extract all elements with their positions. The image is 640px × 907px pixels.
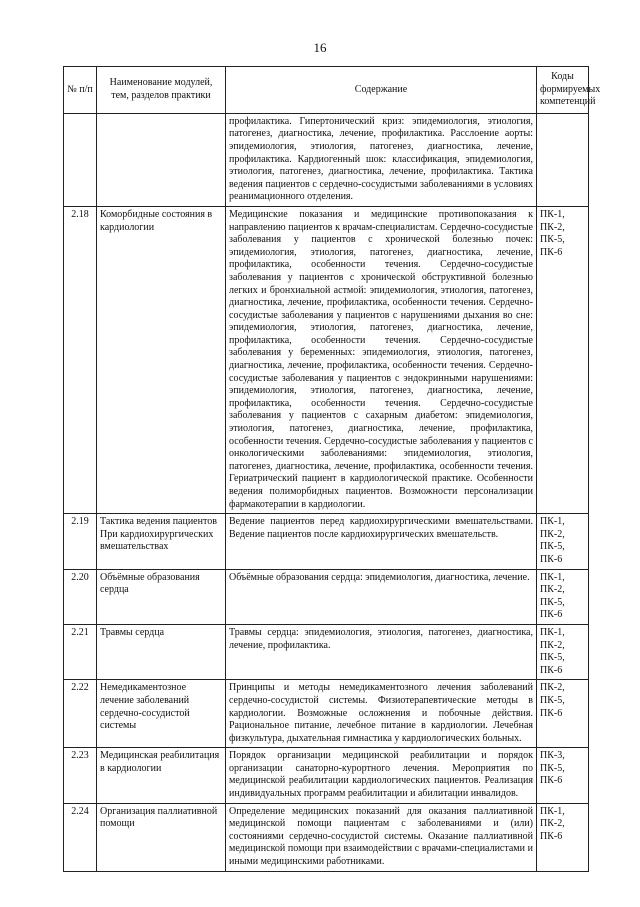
header-codes: Коды формируемых компетенций: [537, 67, 589, 114]
row-content: Объёмные образования сердца: эпидемиология, диагностика, лечение.: [226, 569, 537, 624]
row-name: Немедикаментозное лечение заболеваний сердечно-сосудистой системы: [97, 680, 226, 748]
row-codes: ПК-1, ПК-2, ПК-5, ПК-6: [537, 206, 589, 513]
table-row: [64, 803, 589, 871]
table-header-row: [64, 67, 589, 114]
row-content: Ведение пациентов перед кардиохирургическими вмешательствами. Ведение пациентов после кардиохирургических вмешательств.: [226, 514, 537, 569]
row-num: 2.19: [64, 514, 97, 569]
row-codes: ПК-2, ПК-5, ПК-6: [537, 680, 589, 748]
row-num: [64, 113, 97, 206]
row-content: Порядок организации медицинской реабилитации и порядок организации санаторно-курортного лечения. Мероприятия по медицинской реабилитации кардиологических пациентов. Реализация индивидуальных программ реабилитации и абилитации инвалидов.: [226, 748, 537, 803]
row-codes: ПК-1, ПК-2, ПК-6: [537, 803, 589, 871]
table-row: [64, 569, 589, 624]
row-name: Травмы сердца: [97, 624, 226, 679]
row-name: [97, 113, 226, 206]
row-name: Тактика ведения пациентов При кардиохирургических вмешательствах: [97, 514, 226, 569]
row-codes: ПК-1, ПК-2, ПК-5, ПК-6: [537, 569, 589, 624]
row-content: Принципы и методы немедикаментозного лечения заболеваний сердечно-сосудистой системы. Физиотерапевтические методы в кардиологии. Возможные осложнения и побочные действия. Рациональное питание, лечебное питание в кардиологии. Лечебная физкультура, дыхательная гимнастика у кардиологических больных.: [226, 680, 537, 748]
header-content: Содержание: [226, 67, 537, 114]
table-row: [64, 514, 589, 569]
curriculum-table: [63, 66, 601, 872]
row-content: профилактика. Гипертонический криз: эпидемиология, этиология, патогенез, диагностика, лечение, профилактика. Расслоение аорты: эпидемиология, этиология, патогенез, диагностика, лечение, профилактика. Кардиогенный шок: классификация, эпидемиология, этиология, патогенез, диагностика, лечение, профилактика. Тактика ведения пациентов с сердечно-сосудистыми заболеваниями в условиях реанимационного отделения.: [226, 113, 537, 206]
table-row: [64, 680, 589, 748]
table-row: [64, 113, 589, 206]
header-name: Наименование модулей, тем, разделов практики: [97, 67, 226, 114]
row-name: Коморбидные состояния в кардиологии: [97, 206, 226, 513]
header-num: № п/п: [64, 67, 97, 114]
row-codes: ПК-1, ПК-2, ПК-5, ПК-6: [537, 624, 589, 679]
row-codes: ПК-3, ПК-5, ПК-6: [537, 748, 589, 803]
row-num: 2.22: [64, 680, 97, 748]
table-row: [64, 206, 589, 513]
table-row: [64, 748, 589, 803]
row-num: 2.23: [64, 748, 97, 803]
row-name: Организация паллиативной помощи: [97, 803, 226, 871]
row-num: 2.20: [64, 569, 97, 624]
row-content: Травмы сердца: эпидемиология, этиология, патогенез, диагностика, лечение, профилактика.: [226, 624, 537, 679]
row-content: Определение медицинских показаний для оказания паллиативной медицинской помощи пациентам с заболеваниями и (или) состояниями сердечно-сосудистой системы. Оказание паллиативной медицинской помощи при взаимодействии с врачами-специалистами и иными медицинскими работниками.: [226, 803, 537, 871]
row-num: 2.18: [64, 206, 97, 513]
row-name: Медицинская реабилитация в кардиологии: [97, 748, 226, 803]
row-num: 2.21: [64, 624, 97, 679]
row-num: 2.24: [64, 803, 97, 871]
row-codes: ПК-1, ПК-2, ПК-5, ПК-6: [537, 514, 589, 569]
row-name: Объёмные образования сердца: [97, 569, 226, 624]
row-content: Медицинские показания и медицинские противопоказания к направлению пациентов к врачам-специалистам. Сердечно-сосудистые заболевания у пациентов с хронической болезнью почек: эпидемиология, этиология, патогенез, диагностика, лечение, профилактика, особенности течения. Сердечно-сосудистые заболевания у пациентов с хронической обструктивной болезнью легких и бронхиальной астмой: эпидемиология, этиология, патогенез, диагностика, лечение, профилактика, особенности течения. Сердечно-сосудистые заболевания у пациентов с нарушениями дыхания во сне: эпидемиология, этиология, патогенез, диагностика, лечение, профилактика, особенности течения. Сердечно-сосудистые заболевания у беременных: эпидемиология, этиология, патогенез, диагностика, лечение, профилактика, особенности течения. Сердечно-сосудистые заболевания у пациентов с эндокринными нарушениями: эпидемиология, этиология, патогенез, диагностика, лечение, профилактика, особенности течения. Сердечно-сосудистые заболевания у пациентов с сахарным диабетом: эпидемиология, этиология, патогенез, диагностика, лечение, профилактика, особенности течения. Сердечно-сосудистые заболевания у пациентов с онкологическими заболеваниями: эпидемиология, этиология, патогенез, диагностика, лечение, профилактика, особенности течения. Гериатрический пациент в кардиологической практике. Особенности ведения полиморбидных пациентов. Возможности персонализации фармакотерапии в кардиологии.: [226, 206, 537, 513]
row-codes: [537, 113, 589, 206]
page-number: 16: [313, 40, 327, 55]
table-row: [64, 624, 589, 679]
